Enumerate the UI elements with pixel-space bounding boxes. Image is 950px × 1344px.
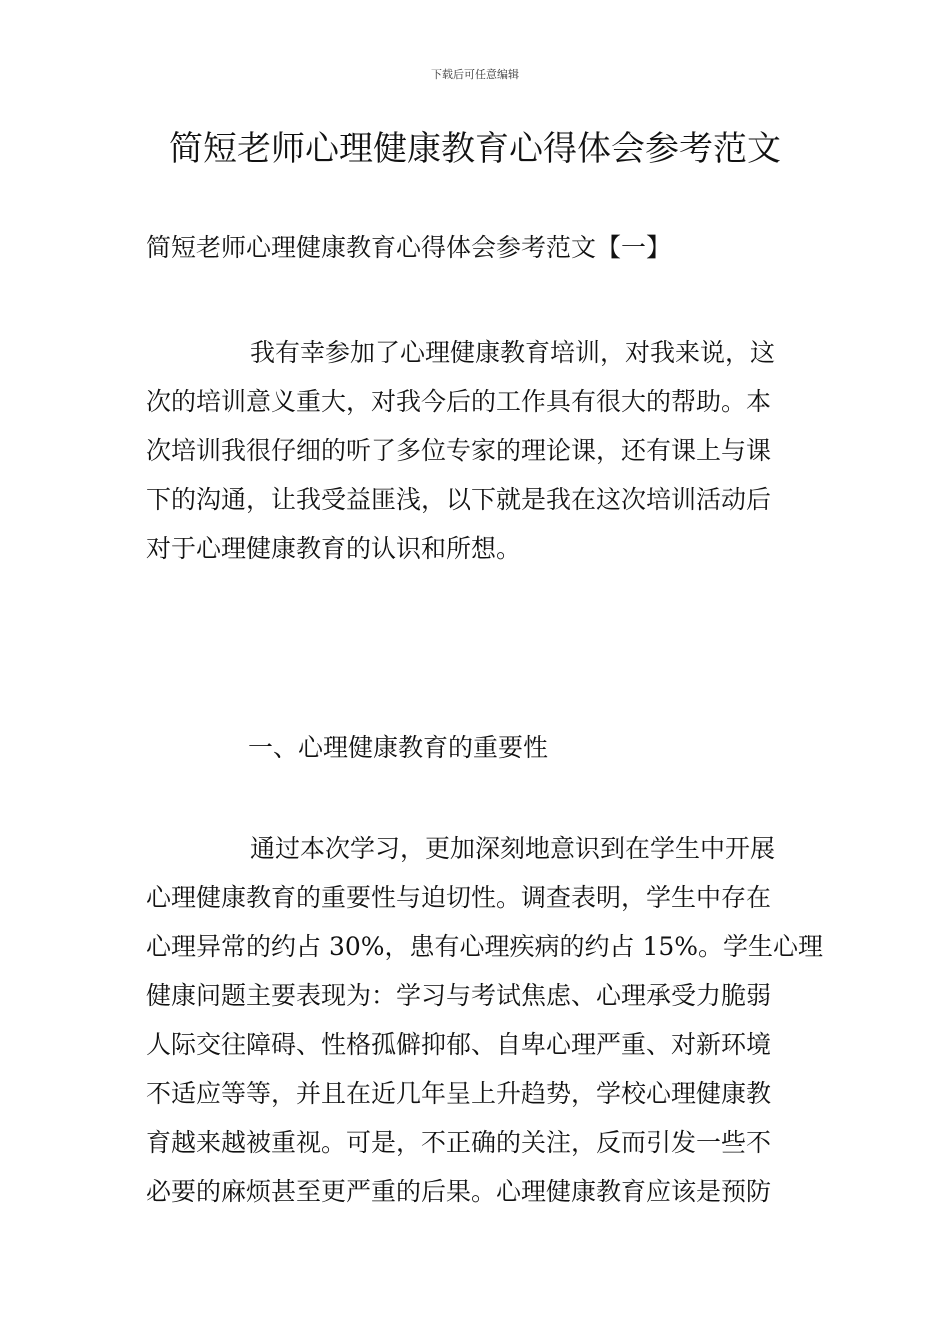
section-heading: 一、心理健康教育的重要性 — [248, 733, 549, 762]
paragraph-line: 人际交往障碍、性格孤僻抑郁、自卑心理严重、对新环境 — [146, 1030, 772, 1059]
paragraph-line: 通过本次学习，更加深刻地意识到在学生中开展 — [250, 834, 776, 863]
document-title: 简短老师心理健康教育心得体会参考范文 — [169, 129, 781, 169]
paragraph-line: 必要的麻烦甚至更严重的后果。心理健康教育应该是预防 — [146, 1177, 772, 1206]
paragraph-line: 育越来越被重视。可是，不正确的关注，反而引发一些不 — [146, 1128, 772, 1157]
paragraph-line: 下的沟通，让我受益匪浅，以下就是我在这次培训活动后 — [146, 485, 772, 514]
paragraph-line: 健康问题主要表现为：学习与考试焦虑、心理承受力脆弱 — [146, 981, 772, 1010]
paragraph-line: 对于心理健康教育的认识和所想。 — [146, 534, 522, 563]
paragraph-line: 心理异常的约占 30%，患有心理疾病的约占 15%。学生心理 — [146, 932, 824, 961]
paragraph-intro — [146, 328, 806, 573]
paragraph-line: 心理健康教育的重要性与迫切性。调查表明，学生中存在 — [146, 883, 772, 912]
header-note: 下载后可任意编辑 — [431, 68, 519, 81]
document-subtitle: 简短老师心理健康教育心得体会参考范文【一】 — [146, 233, 672, 262]
paragraph-line: 我有幸参加了心理健康教育培训，对我来说，这 — [250, 338, 776, 367]
paragraph-importance — [146, 824, 824, 1216]
paragraph-line: 不适应等等，并且在近几年呈上升趋势，学校心理健康教 — [146, 1079, 772, 1108]
paragraph-line: 次培训我很仔细的听了多位专家的理论课，还有课上与课 — [146, 436, 772, 465]
paragraph-line: 次的培训意义重大，对我今后的工作具有很大的帮助。本 — [146, 387, 772, 416]
